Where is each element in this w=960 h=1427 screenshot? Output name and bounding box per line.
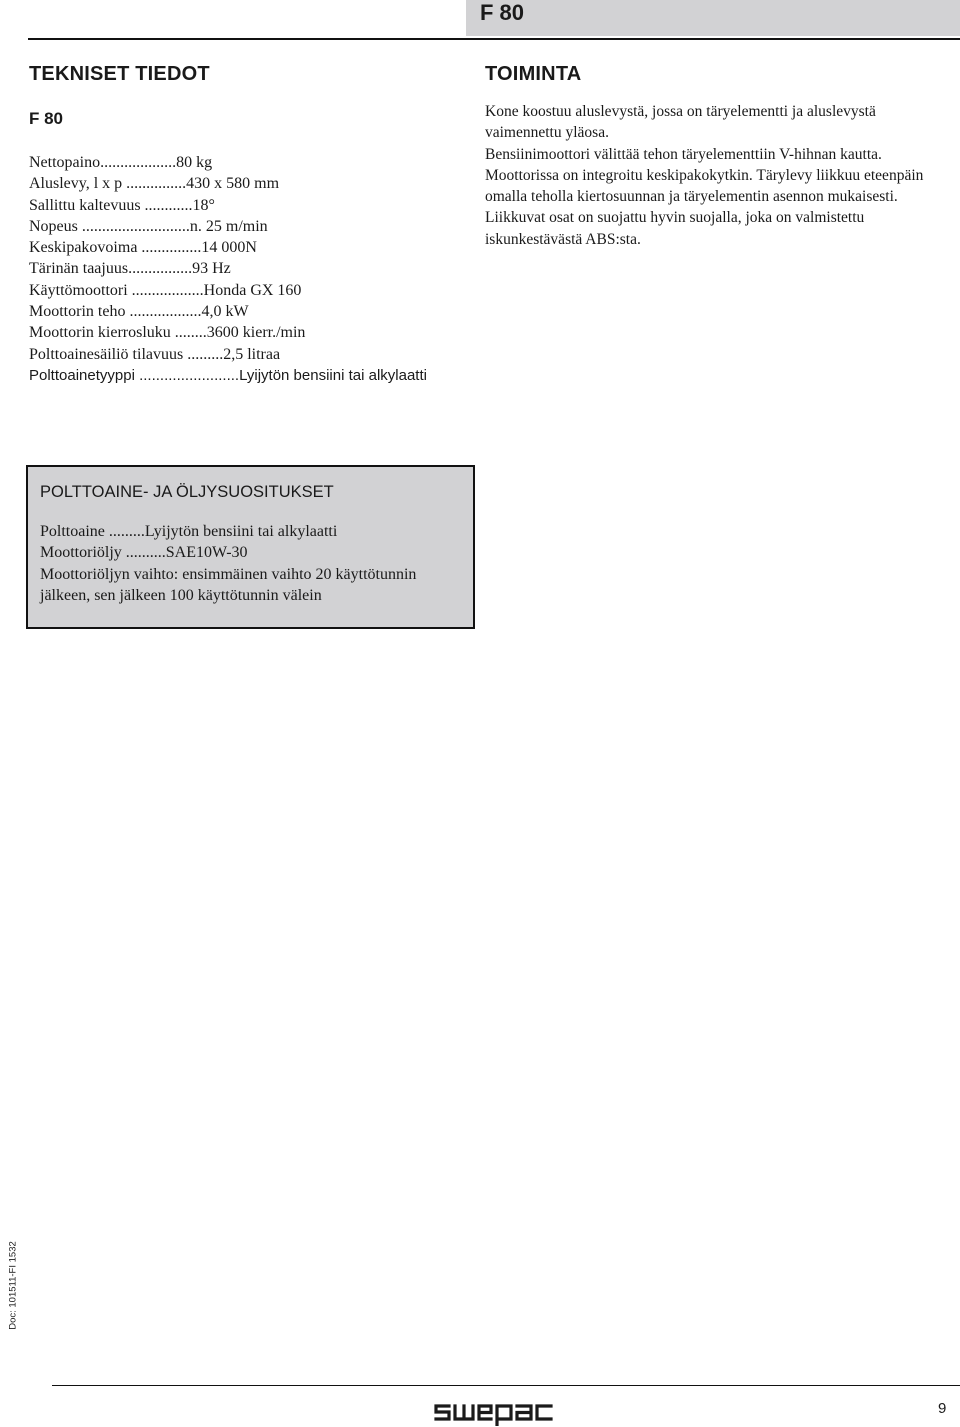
operation-paragraph: Moottorissa on integroitu keskipakokytkin. Tärylevy liikkuu eteenpäin omalla teholla kiertosuunnan ja täryelementin asennon mukaisesti. Liikkuvat osat on suojattu hyvin suojalla, joka on valmistettu iskunkestävästä ABS:sta.: [485, 166, 924, 248]
spec-row: Aluslevy, l x p ...............430 x 580 mm: [29, 175, 280, 193]
spec-row: Moottorin kierrosluku ........3600 kierr./min: [29, 324, 306, 342]
operation-text: [485, 101, 935, 250]
spec-row: Käyttömoottori ..................Honda GX 160: [29, 281, 302, 299]
fuel-oil-recommendations-box: [26, 465, 475, 629]
operation-paragraph: Kone koostuu aluslevystä, jossa on täryelementti ja aluslevystä vaimennettu yläosa.: [485, 103, 876, 142]
technical-data-section: [29, 60, 449, 386]
page-header-title: F 80: [480, 0, 525, 25]
recommendation-line: Moottoriöljy ..........SAE10W-30: [40, 544, 248, 562]
recommendation-line: Polttoaine .........Lyijytön bensiini tai alkylaatti: [40, 523, 338, 540]
spec-row: Moottorin teho ..................4,0 kW: [29, 303, 249, 321]
spec-row: Tärinän taajuus................93 Hz: [29, 260, 231, 278]
spec-row: Nopeus ...........................n. 25 m/min: [29, 217, 268, 235]
recommendation-line: Moottoriöljyn vaihto: ensimmäinen vaihto 20 käyttötunnin jälkeen, sen jälkeen 100 käyttötunnin välein: [40, 565, 417, 604]
spec-row: Nettopaino...................80 kg: [29, 154, 213, 171]
page-number: 9: [938, 1400, 947, 1417]
spec-row: Polttoainesäiliö tilavuus .........2,5 litraa: [29, 345, 281, 363]
spec-list: [29, 152, 449, 386]
operation-heading: TOIMINTA: [485, 63, 582, 85]
header-divider: [28, 38, 960, 40]
technical-data-heading: TEKNISET TIEDOT: [29, 63, 210, 85]
operation-section: [485, 60, 935, 250]
footer-divider: [52, 1385, 960, 1386]
recommendations-heading: POLTTOAINE- JA ÖLJYSUOSITUKSET: [40, 483, 334, 501]
document-number: Doc: 101511-FI 1532: [7, 1241, 19, 1330]
spec-row: Keskipakovoima ...............14 000N: [29, 239, 257, 257]
header-band: [466, 0, 960, 36]
spec-row: Sallittu kaltevuus ............18°: [29, 196, 215, 214]
swepac-logo: [433, 1396, 578, 1426]
model-title: F 80: [29, 109, 64, 128]
spec-row-fuel-type: Polttoainetyyppi ........................Lyijytön bensiini tai alkylaatti: [29, 366, 427, 384]
operation-paragraph: Bensiinimoottori välittää tehon täryelementtiin V-hihnan kautta.: [485, 145, 882, 163]
